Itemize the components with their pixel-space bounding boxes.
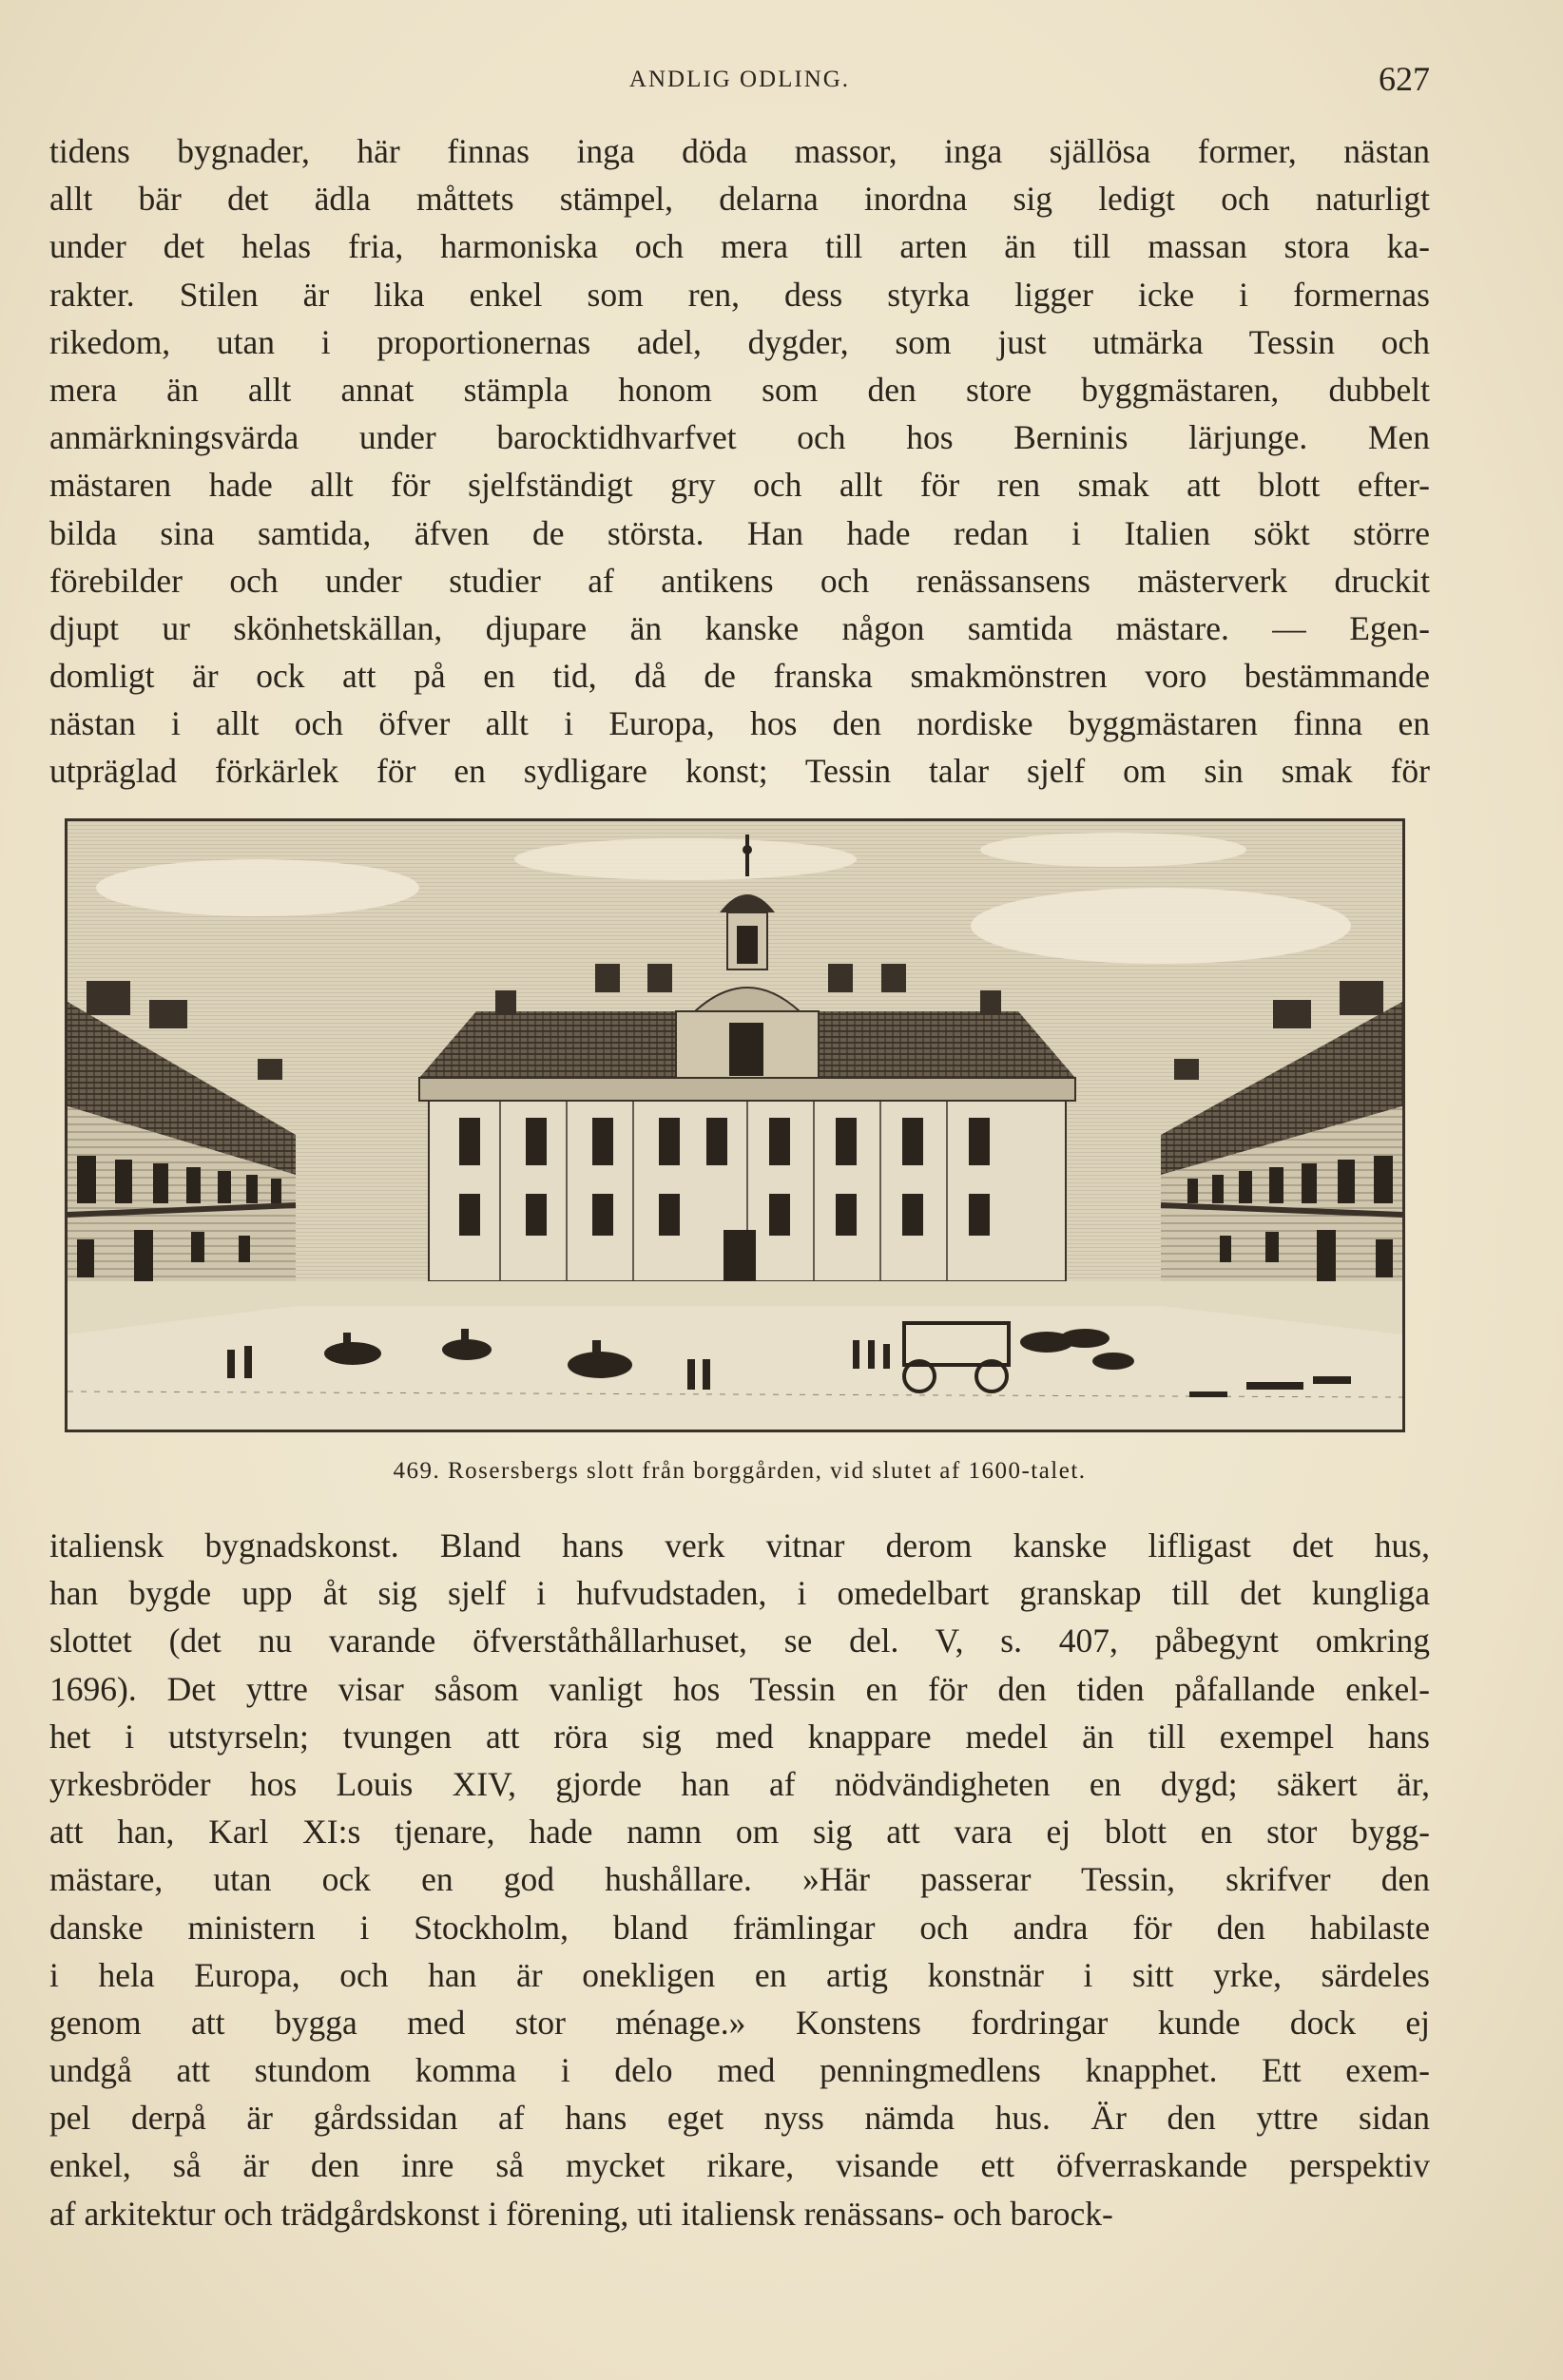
text-line: bilda sina samtida, äfven de största. Han hade redan i Italien sökt större bbox=[49, 513, 1430, 552]
text-line: anmärkningsvärda under barocktidhvarfvet och hos Berninis lärjunge. Men bbox=[49, 418, 1430, 457]
figure-caption: 469. Rosersbergs slott från borggården, vid slutet af 1600-talet. bbox=[393, 1458, 1087, 1484]
text-line: att han, Karl XI:s tjenare, hade namn om sig att vara ej blott en stor bygg- bbox=[49, 1813, 1430, 1852]
text-line: enkel, så är den inre så mycket rikare, visande ett öfverraskande perspektiv bbox=[49, 2146, 1430, 2185]
castle-courtyard-engraving bbox=[68, 821, 1402, 1430]
page-number: 627 bbox=[1379, 60, 1430, 98]
text-line: genom att bygga med stor ménage.» Konstens fordringar kunde dock ej bbox=[49, 2003, 1430, 2042]
engraving-illustration bbox=[65, 818, 1405, 1432]
text-line: italiensk bygnadskonst. Bland hans verk vitnar derom kanske lifligast det hus, bbox=[49, 1526, 1430, 1564]
running-title: ANDLIG ODLING. bbox=[628, 67, 851, 92]
text-line: rikedom, utan i proportionernas adel, dygder, som just utmärka Tessin och bbox=[49, 322, 1430, 361]
text-line: danske ministern i Stockholm, bland främlingar och andra för den habilaste bbox=[49, 1908, 1430, 1947]
text-line: 1696). Det yttre visar såsom vanligt hos Tessin en för den tiden påfallande enkel- bbox=[49, 1669, 1430, 1708]
text-line: i hela Europa, och han är onekligen en artig konstnär i sitt yrke, särdeles bbox=[49, 1955, 1430, 1994]
paragraph-top bbox=[49, 127, 1430, 796]
text-line: slottet (det nu varande öfverståthållarhuset, se del. V, s. 407, påbegynt omkring bbox=[49, 1622, 1430, 1660]
text-line: tidens bygnader, här finnas inga döda massor, inga själlösa former, nästan bbox=[49, 132, 1430, 170]
paragraph-bottom bbox=[49, 1522, 1430, 2237]
text-line: pel derpå är gårdssidan af hans eget nyss nämda hus. Är den yttre sidan bbox=[49, 2099, 1430, 2138]
page-header bbox=[49, 59, 1430, 106]
text-line: rakter. Stilen är lika enkel som ren, dess styrka ligger icke i formernas bbox=[49, 275, 1430, 314]
text-line: utpräglad förkärlek för en sydligare konst; Tessin talar sjelf om sin smak för bbox=[49, 752, 1430, 791]
text-line: allt bär det ädla måttets stämpel, delarna inordna sig ledigt och naturligt bbox=[49, 180, 1430, 219]
text-line: nästan i allt och öfver allt i Europa, hos den nordiske byggmästaren finna en bbox=[49, 704, 1430, 743]
text-line: yrkesbröder hos Louis XIV, gjorde han af nödvändigheten en dygd; säkert är, bbox=[49, 1764, 1430, 1803]
text-line: mästaren hade allt för sjelfständigt gry och allt för ren smak att blott efter- bbox=[49, 466, 1430, 505]
text-line: djupt ur skönhetskällan, djupare än kanske någon samtida mästare. — Egen- bbox=[49, 608, 1430, 647]
text-line: domligt är ock att på en tid, då de franska smakmönstren voro bestämmande bbox=[49, 657, 1430, 696]
text-line: förebilder och under studier af antikens och renässansens mästerverk druckit bbox=[49, 561, 1430, 600]
text-line: under det helas fria, harmoniska och mera till arten än till massan stora ka- bbox=[49, 227, 1430, 266]
text-line: undgå att stundom komma i delo med penningmedlens knapphet. Ett exem- bbox=[49, 2051, 1430, 2090]
text-line: af arkitektur och trädgårdskonst i förening, uti italiensk renässans- och barock- bbox=[49, 2194, 1113, 2233]
text-line: han bygde upp åt sig sjelf i hufvudstaden, i omedelbart granskap till det kungliga bbox=[49, 1574, 1430, 1613]
text-line: mästare, utan ock en god hushållare. »Här passerar Tessin, skrifver den bbox=[49, 1860, 1430, 1899]
text-line: mera än allt annat stämpla honom som den store byggmästaren, dubbelt bbox=[49, 370, 1430, 409]
text-line: het i utstyrseln; tvungen att röra sig med knappare medel än till exempel hans bbox=[49, 1717, 1430, 1756]
